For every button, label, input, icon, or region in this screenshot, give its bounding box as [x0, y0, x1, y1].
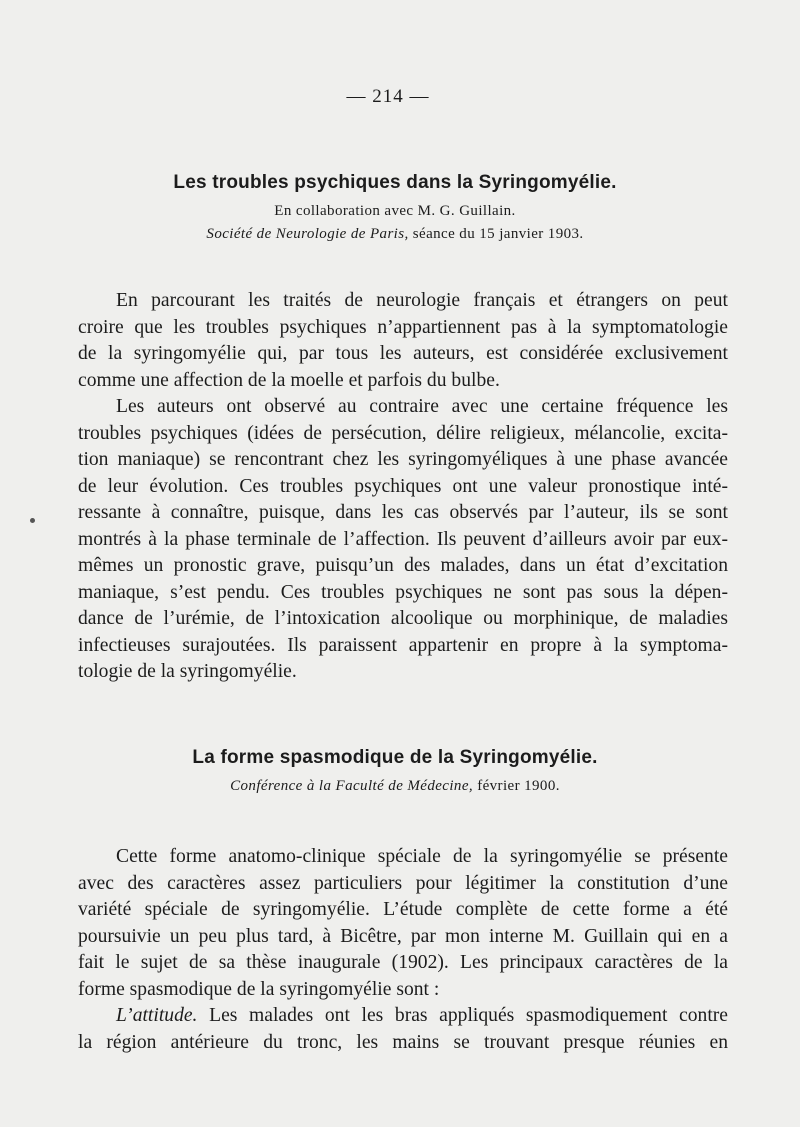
- article-source: [0, 778, 790, 795]
- text-line: tologie de la syringomyélie.: [78, 661, 297, 682]
- article2-paragraph-1: [78, 844, 728, 1003]
- text-line: tion maniaque) se rencontrant chez les syringomyéliques à une phase avancée: [78, 449, 728, 470]
- text-line: comme une affection de la moelle et parfois du bulbe.: [78, 369, 500, 391]
- article1-paragraph-2: [78, 394, 728, 686]
- text-line: montrés à la phase terminale de l’affection. Ils peuvent d’ailleurs avoir par eux-: [78, 528, 728, 550]
- source-date: séance du 15 janvier 1903.: [408, 226, 584, 242]
- text-line: En parcourant les traités de neurologie français et étrangers on peut: [116, 290, 728, 311]
- article-title-spasmodic-form: La forme spasmodique de la Syringomyélie.: [192, 747, 598, 768]
- article-collaboration: En collaboration avec M. G. Guillain.: [274, 203, 516, 219]
- text-line: poursuivie un peu plus tard, à Bicêtre, par mon interne M. Guillain qui en a: [78, 925, 728, 947]
- text-line: forme spasmodique de la syringomyélie sont :: [78, 978, 440, 1000]
- text-line: maniaque, s’est pendu. Ces troubles psychiques ne sont pas sous la dépen-: [78, 581, 728, 603]
- page-number: — 214 —: [346, 86, 430, 107]
- text-line: Cette forme anatomo-clinique spéciale de la syringomyélie se présente: [116, 846, 728, 867]
- text-line: Les auteurs ont observé au contraire avec une certaine fréquence les: [116, 396, 728, 417]
- article-title-syringomyelia-psychic: Les troubles psychiques dans la Syringomyélie.: [173, 172, 617, 193]
- text-line: la région antérieure du tronc, les mains se trouvant presque réunies en: [78, 1031, 728, 1053]
- text-line: de la syringomyélie qui, par tous les auteurs, est considérée exclusivement: [78, 343, 728, 364]
- text-line: [78, 1003, 728, 1030]
- text-line: dance de l’urémie, de l’intoxication alcoolique ou morphinique, de maladies: [78, 608, 728, 629]
- article2-paragraph-2: [78, 1003, 728, 1056]
- text-line: croire que les troubles psychiques n’appartiennent pas à la symptomatologie: [78, 316, 728, 338]
- text-line: mêmes un pronostic grave, puisqu’un des malades, dans un état d’excitation: [78, 555, 728, 576]
- text-line: de leur évolution. Ces troubles psychiques ont une valeur pronostique inté-: [78, 475, 728, 497]
- paper-speck: [30, 518, 35, 523]
- article-source: [0, 226, 790, 243]
- text-line: troubles psychiques (idées de persécution, délire religieux, mélancolie, excita-: [78, 422, 728, 444]
- article1-paragraph-1: [78, 288, 728, 394]
- source-conference: Conférence à la Faculté de Médecine,: [230, 778, 474, 794]
- source-date: février 1900.: [473, 778, 560, 794]
- text-line: infectieuses surajoutées. Ils paraissent appartenir en propre à la symptoma-: [78, 634, 728, 656]
- text-line: ressante à connaître, puisque, dans les cas observés par l’auteur, ils se sont: [78, 502, 728, 523]
- text-line: variété spéciale de syringomyélie. L’étude complète de cette forme a été: [78, 899, 728, 920]
- attitude-heading: L’attitude.: [116, 1005, 198, 1026]
- text-line: fait le sujet de sa thèse inaugurale (1902). Les principaux caractères de la: [78, 952, 728, 973]
- text-line: avec des caractères assez particuliers pour légitimer la constitution d’une: [78, 872, 728, 894]
- text-run: Les malades ont les bras appliqués spasmodiquement contre: [197, 1005, 728, 1026]
- source-society: Société de Neurologie de Paris,: [206, 226, 409, 242]
